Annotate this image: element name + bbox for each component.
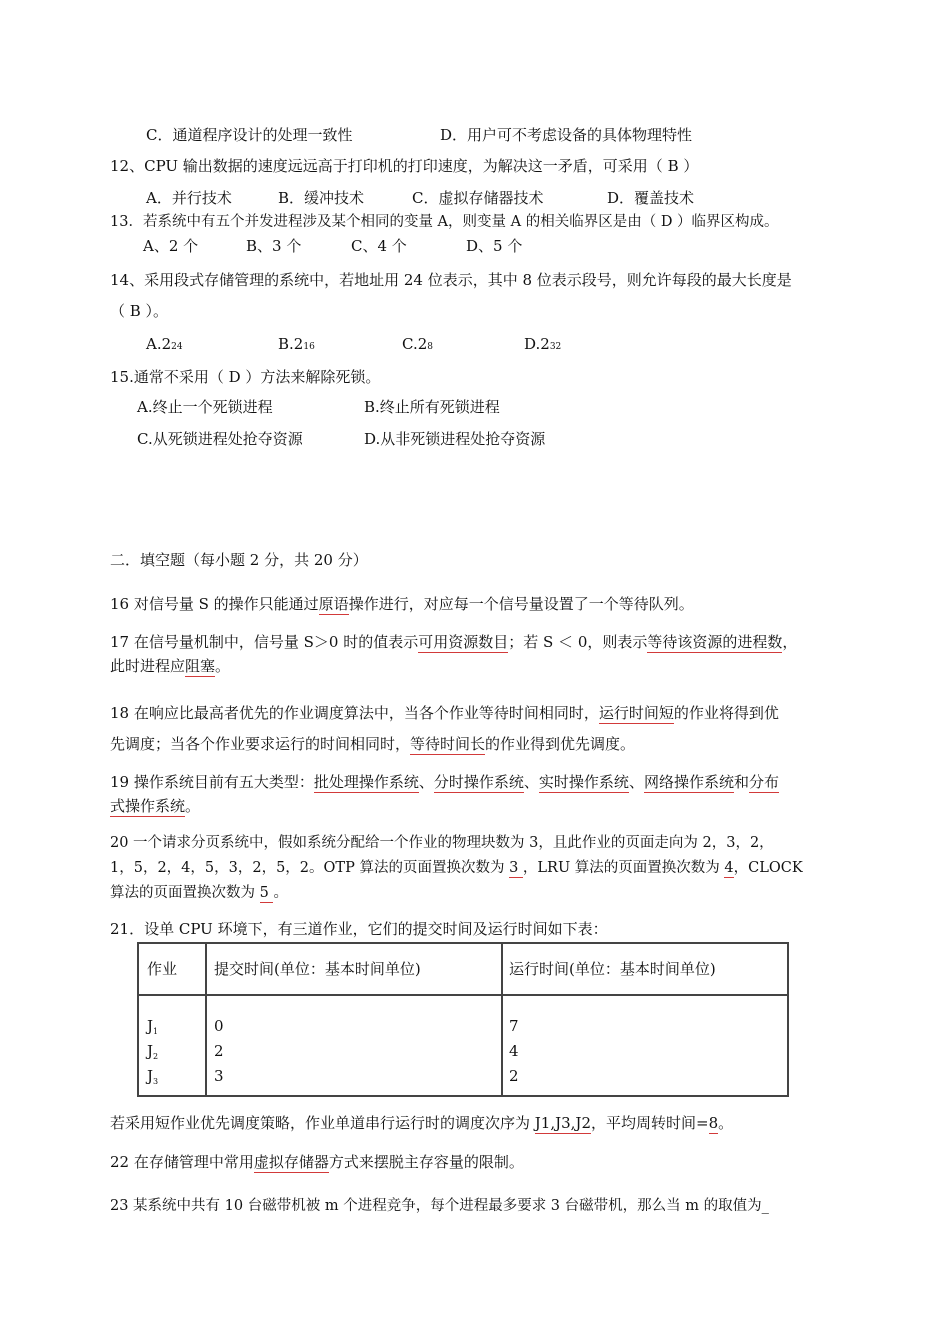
q13-option-a: A、2 个 (143, 237, 199, 255)
q14-option-a: A.224 (146, 335, 183, 353)
q20-answer-3: 5 (259, 885, 274, 901)
q17-answer-2: 等待该资源的进程数 (647, 633, 783, 651)
q17-line2: 此时进程应阻塞。 (110, 657, 231, 675)
q13-option-b: B、3 个 (246, 237, 302, 255)
q14-option-b: B.216 (278, 335, 315, 353)
q20-line3: 算法的页面置换次数为 5 。 (110, 885, 288, 901)
table-header-submit: 提交时间(单位：基本时间单位) (214, 960, 421, 978)
q14-stem: 14、采用段式存储管理的系统中，若地址用 24 位表示，其中 8 位表示段号，则允许每段的最大长度是 (110, 271, 792, 289)
q12-option-a: A．并行技术 (146, 189, 232, 207)
q13-option-d: D、5 个 (466, 237, 523, 255)
q18-answer-1: 运行时间短 (598, 704, 674, 722)
q13-stem: 13．若系统中有五个并发进程涉及某个相同的变量 A，则变量 A 的相关临界区是由（ D ）临界区构成。 (110, 214, 779, 230)
q15-option-c: C.从死锁进程处抢夺资源 (137, 430, 303, 448)
q21-after: 若采用短作业优先调度策略，作业单道串行运行时的调度次序为 J1,J3,J2，平均周转时间=8。 (110, 1114, 734, 1132)
q21-answer-1: J1,J3,J2 (534, 1114, 591, 1132)
table-row: $J_3$ (147, 1067, 159, 1086)
q15-option-b: B.终止所有死锁进程 (364, 398, 500, 416)
table-cell: 4 (509, 1042, 519, 1060)
q18-line1: 18 在响应比最高者优先的作业调度算法中，当各个作业等待时间相同时，运行时间短的作业将得到优 (110, 704, 779, 722)
q15-stem: 15.通常不采用（ D ）方法来解除死锁。 (110, 368, 381, 386)
table-cell: 2 (509, 1067, 519, 1085)
q14-option-c: C.28 (402, 335, 433, 353)
q15-option-d: D.从非死锁进程处抢夺资源 (364, 430, 546, 448)
q19-line1: 19 操作系统目前有五大类型：批处理操作系统、分时操作系统、实时操作系统、网络操作系统和分布 (110, 773, 779, 791)
table-header-job: 作业 (147, 960, 178, 978)
q17-line1: 17 在信号量机制中，信号量 S＞0 时的值表示可用资源数目；若 S ＜ 0，则表示等待该资源的进程数， (110, 633, 798, 651)
table-header-run: 运行时间(单位：基本时间单位) (509, 960, 716, 978)
q17-answer-1: 可用资源数目 (418, 633, 509, 651)
q20-line1: 20 一个请求分页系统中，假如系统分配给一个作业的物理块数为 3，且此作业的页面走向为 2，3，2， (110, 835, 774, 851)
q16-line: 16 对信号量 S 的操作只能通过原语操作进行，对应每一个信号量设置了一个等待队列。 (110, 595, 694, 613)
q22-answer: 虚拟存储器 (253, 1153, 329, 1171)
table-cell: 7 (509, 1017, 519, 1035)
q12-stem: 12、CPU 输出数据的速度远远高于打印机的打印速度，为解决这一矛盾，可采用（ B ） (110, 157, 699, 175)
q14-answer: （ B ）。 (110, 302, 169, 320)
table-cell: 3 (214, 1067, 224, 1085)
q11-option-d: D．用户可不考虑设备的具体物理特性 (440, 126, 693, 144)
q12-option-c: C．虚拟存储器技术 (412, 189, 544, 207)
q22-line: 22 在存储管理中常用虚拟存储器方式来摆脱主存容量的限制。 (110, 1153, 524, 1171)
q20-line2: 1，5，2，4，5，3，2，5，2。OTP 算法的页面置换次数为 3 ，LRU 算法的页面置换次数为 4，CLOCK (110, 860, 803, 876)
section-title: 二．填空题（每小题 2 分，共 20 分） (110, 551, 368, 569)
table-cell: 0 (214, 1017, 224, 1035)
q12-option-d: D．覆盖技术 (607, 189, 695, 207)
q12-option-b: B．缓冲技术 (278, 189, 365, 207)
q16-answer: 原语 (318, 595, 349, 613)
q15-option-a: A.终止一个死锁进程 (137, 398, 273, 416)
table-row: $J_1$ (147, 1017, 159, 1036)
q18-line2: 先调度；当各个作业要求运行的时间相同时，等待时间长的作业得到优先调度。 (110, 735, 636, 753)
job-table (137, 942, 789, 1097)
q14-option-d: D.232 (524, 335, 562, 353)
q18-answer-2: 等待时间长 (410, 735, 486, 753)
q13-option-c: C、4 个 (351, 237, 407, 255)
q17-answer-3: 阻塞 (185, 657, 216, 675)
q19-line2: 式操作系统。 (110, 797, 201, 815)
q20-answer-2: 4 (724, 860, 734, 876)
q11-option-c: C．通道程序设计的处理一致性 (146, 126, 353, 144)
table-cell: 2 (214, 1042, 224, 1060)
q21-answer-2: 8 (708, 1114, 719, 1132)
q23-stem: 23 某系统中共有 10 台磁带机被 m 个进程竞争，每个进程最多要求 3 台磁带机，那么当 m 的取值为_ (110, 1198, 769, 1214)
q20-answer-1: 3 (509, 860, 523, 876)
table-row: $J_2$ (147, 1042, 159, 1061)
q21-stem: 21．设单 CPU 环境下，有三道作业，它们的提交时间及运行时间如下表： (110, 920, 608, 938)
